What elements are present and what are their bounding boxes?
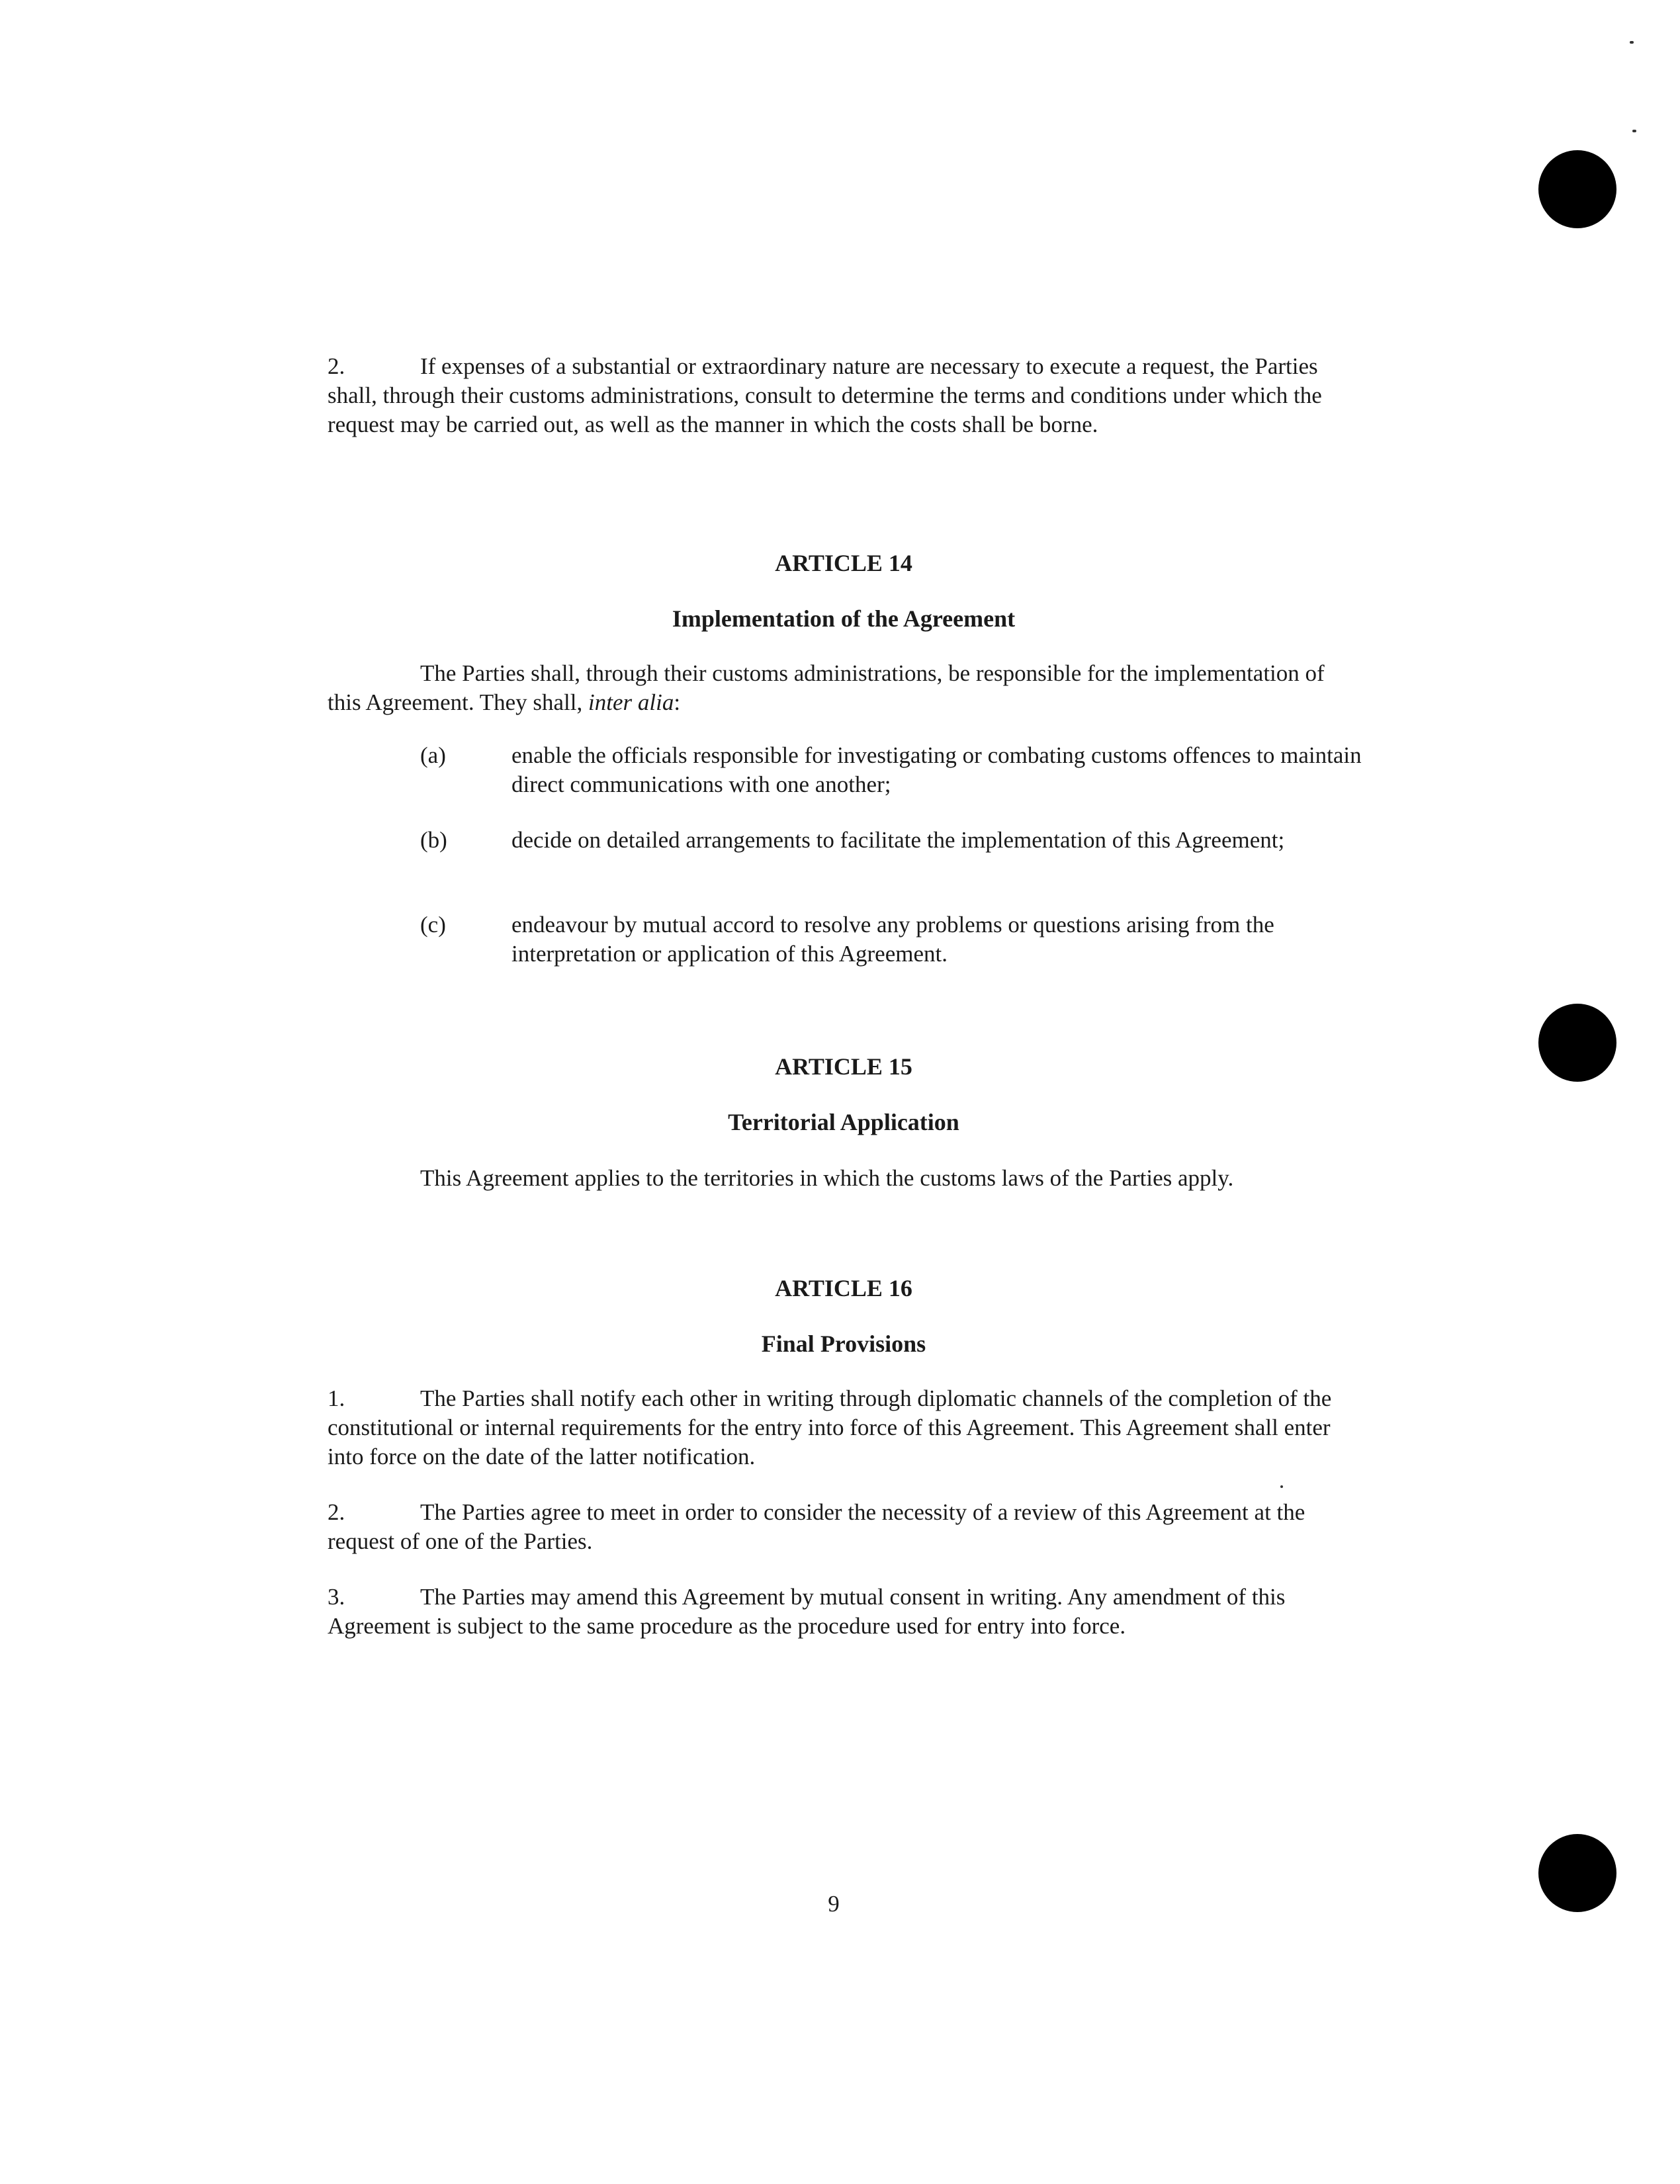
paragraph-number: 1. — [328, 1385, 345, 1411]
paragraph-text: The Parties agree to meet in order to consider the necessity of a review of this Agreement at the request of one of the Parties. — [328, 1499, 1305, 1554]
article16-title: Final Provisions — [761, 1331, 926, 1357]
intro-end: : — [674, 689, 681, 715]
article14-intro — [328, 659, 1360, 717]
list-item-text: enable the officials responsible for investigating or combating customs offences to maintain direct communications with one another; — [511, 742, 1362, 797]
punch-hole-top — [1538, 150, 1616, 228]
page-number: 9 — [828, 1891, 840, 1917]
punch-hole-bottom — [1538, 1834, 1616, 1912]
article14-heading: ARTICLE 14 — [775, 550, 912, 576]
list-item-text: endeavour by mutual accord to resolve any problems or questions arising from the interpretation or application of this Agreement. — [511, 912, 1274, 967]
scan-speck — [1630, 41, 1634, 44]
article14-title: Implementation of the Agreement — [672, 605, 1016, 632]
article15-title: Territorial Application — [728, 1109, 959, 1135]
paragraph-text: The Parties shall notify each other in writing through diplomatic channels of the completion of the constitutional or internal requirements for the entry into force of this Agreement. This Agreement shall enter into force on the date of the latter notification. — [328, 1385, 1332, 1469]
list-item-label: (b) — [420, 827, 447, 853]
intro-text: The Parties shall, through their customs administrations, be responsible for the implementation of this Agreement. They shall, — [328, 660, 1325, 715]
list-item-text: decide on detailed arrangements to facilitate the implementation of this Agreement; — [511, 827, 1285, 853]
list-item-label: (c) — [420, 912, 446, 938]
intro-italic: inter alia — [588, 689, 674, 715]
article16-paragraph-3 — [328, 1583, 1360, 1641]
list-item-label: (a) — [420, 742, 446, 768]
scan-speck — [1632, 130, 1636, 132]
paragraph-number: 2. — [328, 1499, 345, 1525]
paragraph-text: The Parties may amend this Agreement by mutual consent in writing. Any amendment of this Agreement is subject to the same procedure as the procedure used for entry into force. — [328, 1584, 1286, 1639]
paragraph-number: 3. — [328, 1584, 345, 1610]
scan-speck — [1280, 1485, 1283, 1488]
article15-heading: ARTICLE 15 — [775, 1053, 912, 1080]
punch-hole-middle — [1538, 1004, 1616, 1082]
article15-text — [328, 1164, 1360, 1193]
article16-paragraph-2 — [328, 1498, 1360, 1556]
article16-paragraph-1 — [328, 1384, 1360, 1471]
paragraph-text: This Agreement applies to the territories in which the customs laws of the Parties apply. — [420, 1165, 1234, 1191]
paragraph-text: If expenses of a substantial or extraordinary nature are necessary to execute a request, the Parties shall, through their customs administrations, consult to determine the terms and conditions under which the request may be carried out, as well as the manner in which the costs shall be borne. — [328, 353, 1322, 437]
article13-paragraph-2 — [328, 352, 1360, 439]
paragraph-number: 2. — [328, 353, 345, 379]
article16-heading: ARTICLE 16 — [775, 1275, 912, 1301]
